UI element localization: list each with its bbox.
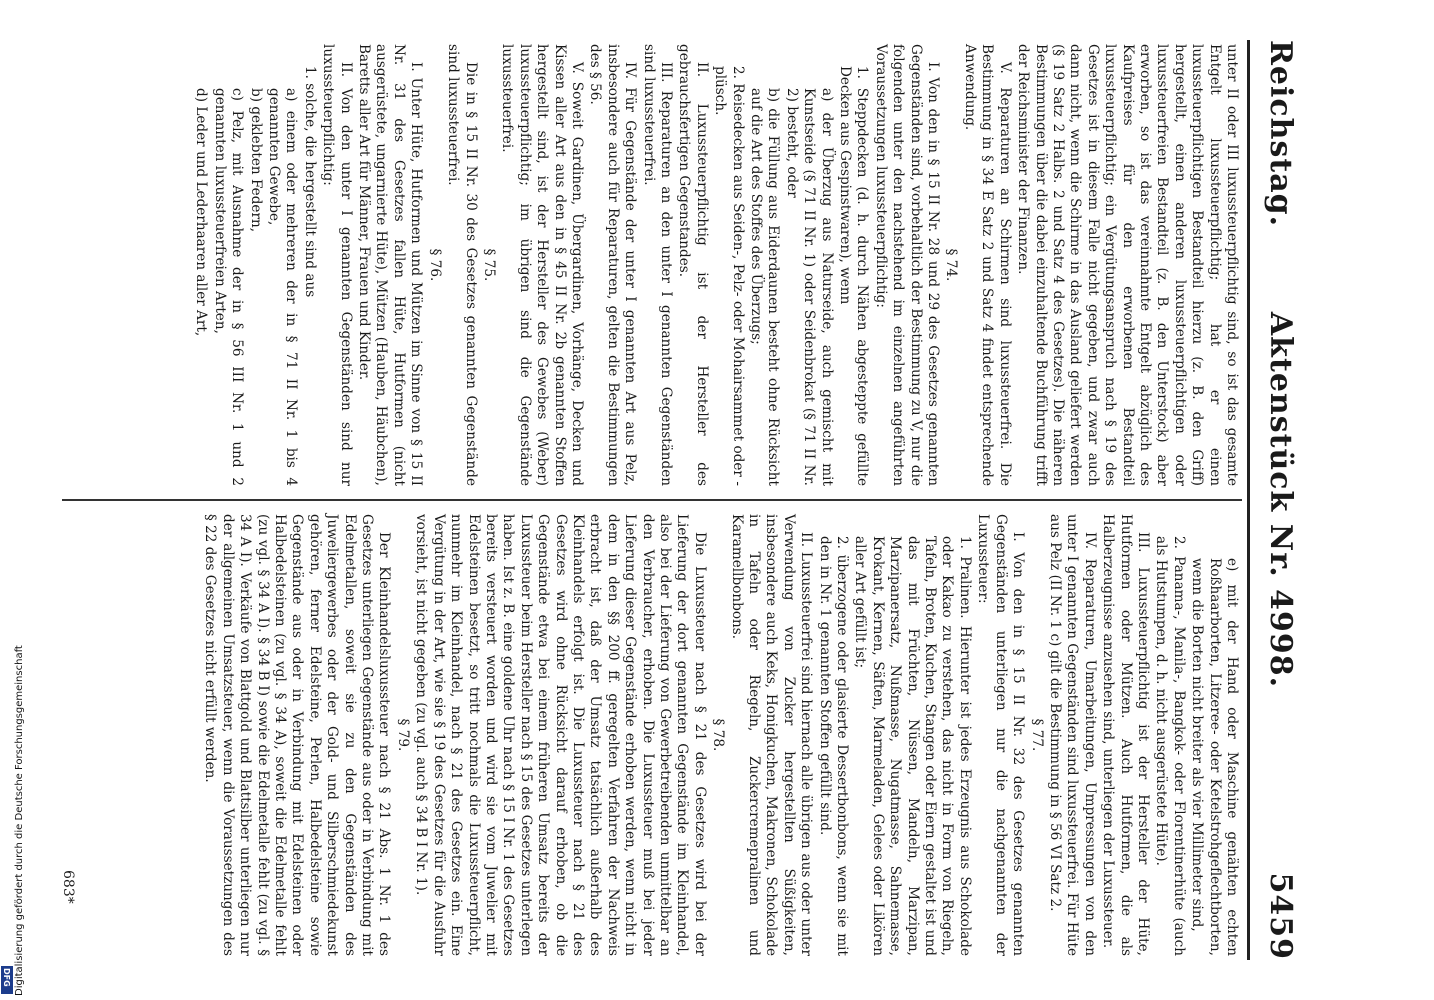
section-heading: § 78. (710, 718, 727, 752)
paragraph: d) Leder und Lederhaaren aller Art, (193, 88, 210, 337)
paragraph: 1. solche, die hergestellt sind aus (301, 66, 318, 298)
paragraph: 1. Steppdecken (d. h. durch Nähen abgesteppte gefüllte Decken aus Gespinstwaren), wenn (837, 66, 871, 486)
paragraph: I. Von den in § 15 II Nr. 28 und 29 des Gesetzes genannten Gegenständen sind, vorbehaltlich der Bestimmung zu V, nur die folgenden unter den nachstehend im einzelnen angeführten Voraussetzungen luxussteuerpflichtig: (872, 44, 942, 486)
dfg-logo (1, 966, 13, 994)
paragraph: II. Luxussteuerpflichtig ist der Hersteller des gebrauchsfertigen Gegenstandes. (676, 44, 710, 486)
paragraph: IV. Für Gegenstände der unter I genannten Art aus Pelz, insbesondere auch für Reparaturen, gelten die Bestimmungen des § 56. (587, 44, 639, 486)
paragraph: b) geklebten Federn, (247, 88, 264, 233)
paragraph: a) der Überzug aus Naturseide, auch gemischt mit Kunstseide (§ 71 II Nr. 1) oder Seidenbrokat (§ 71 II Nr. 2) besteht, oder (783, 88, 835, 486)
section-heading: § 77. (1028, 718, 1045, 752)
paragraph: 2. Reisedecken aus Seiden-, Pelz- oder Mohairsammet oder -plüsch. (712, 66, 746, 486)
paragraph: I. Unter Hüte, Hutformen und Mützen im Sinne von § 15 II Nr. 31 des Gesetzes fallen Hüte, Hutformen (nicht ausgerüstete, ungarnierte Hüte), Mützen (Hauben, Häubchen), Baretts aller Art für Männer, Frauen und Kinder. (356, 44, 425, 486)
left-column (191, 44, 1240, 486)
paragraph: Die Luxussteuer nach § 21 des Gesetzes wird bei der Lieferung der dort genannten Gegenstände im Kleinhandel, also bei der Lieferung von Gewerbetreibenden unmittelbar an den Verbraucher, erhoben. Die Luxussteuer muß bei jeder Lieferung dieser Gegenstände erhoben werden, wenn nicht in dem in den §§ 200 ff. geregelten Verfahren der Nachweis erbracht ist, daß der Umsatz tatsächlich außerhalb des Kleinhandels erfolgt ist. Die Luxussteuer nach § 21 des Gesetzes wird ohne Rücksicht darauf erhoben, ob die Gegenstände etwa bei einem früheren Umsatz bereits der Luxussteuer beim Hersteller nach § 15 des Gesetzes unterlegen haben. Ist z. B. eine goldene Uhr nach § 15 I Nr. 1 des Gesetzes bereits versteuert worden und wird sie vom Juwelier mit Edelsteinen besetzt, so tritt nochmals die Luxussteuerpflicht, nunmehr im Kleinhandel, nach § 21 des Gesetzes ein. Eine Vergütung in der Art, wie sie § 19 des Gesetzes für die Ausfuhr vorsieht, ist nicht gegeben (zu vgl. auch § 34 B I Nr. 1). (413, 514, 708, 956)
column-divider (62, 499, 1242, 501)
page-number: 5459 (1263, 872, 1298, 960)
paragraph: unter II oder III luxussteuerpflichtig sind, so ist das gesamte Entgelt luxussteuerpflichtig; hat er einen luxussteuerpflichtigen Bestandteil hierzu (z. B. den Griff) hergestellt, einen anderen luxussteuerpflichtigen oder luxussteuerfreien Bestandteil (z. B. den Unterstock) aber erworben, so ist das vereinnahmte Entgelt abzüglich des Kaufpreises für den erworbenen Bestandteil luxussteuerpflichtig; ein Vergütungsanspruch nach § 19 des Gesetzes ist in diesem Falle nicht gegeben, und zwar auch dann nicht, wenn die Schirme in das Ausland geliefert werden (§ 19 Satz 2 Halbs. 2 und Satz 4 des Gesetzes). Die näheren Bestimmungen über die dabei einzuhaltende Buchführung trifft der Reichsminister der Finanzen. (1015, 44, 1240, 486)
paragraph: Der Kleinhandelsluxussteuer nach § 21 Abs. 1 Nr. 1 des Gesetzes unterliegen Gegenstände aus oder in Verbindung mit Edelmetallen, soweit sie zu den Gegenständen des Juweliergewerbes oder der Gold- und Silberschmiedekunst gehören, ferner Edelsteine, Perlen, Halbedelsteine sowie Gegenstände aus oder in Verbindung mit Edelsteinen oder Halbedelsteinen (zu vgl. § 34 A), soweit die Edelmetalle fehlt (zu vgl. § 34 A I). § 34 B I) sowie die Edelmetalle fehlt (zu vgl. § 34 A I). Verkäufe von Blattgold und Blattsilber unterliegen nur der allgemeinen Umsatzsteuer, wenn die Voraussetzungen des § 22 des Gesetzes nicht erfüllt werden. (202, 514, 393, 956)
paragraph: 2. überzogene oder glasierte Dessertbonbons, wenn sie mit den in Nr. 1 genannten Stoffen gefüllt sind. (816, 536, 851, 956)
paragraph: 1. Pralinen. Hierunter ist jedes Erzeugnis aus Schokolade oder Kakao zu verstehen, das nicht in Form von Riegeln, Tafeln, Broten, Kuchen, Stangen oder Eiern gestaltet ist und das mit Früchten, Nüssen, Mandeln, Marzipan, Marzipanersatz, Nußmasse, Nugatmasse, Sahnemasse, Krokant, Kernen, Säften, Marmeladen, Gelees oder Likören aller Art gefüllt ist; (852, 536, 973, 956)
paragraph: II. Von den unter I genannten Gegenständen sind nur luxussteuerpflichtig: (320, 44, 354, 486)
section-heading: § 74. (943, 248, 960, 282)
paragraph: 2. Panama-, Manila-, Bangkok- oder Florentinerhüte (auch als Hutstumpen, d. h. nicht ausgerüstete Hüte). (1153, 536, 1187, 956)
paragraph: III. Reparaturen an den unter I genannten Gegenständen sind luxussteuerfrei. (640, 44, 674, 486)
section-heading: § 79. (394, 718, 411, 752)
dfg-logo-text: DFG (2, 968, 11, 987)
paragraph: II. Luxussteuerfrei sind hiernach alle übrigen aus oder unter Verwendung von Zucker hergestellten Süßigkeiten, insbesondere auch Keks, Honigkuchen, Makronen, Schokolade in Tafeln oder Riegeln, Zuckercremepralinen und Karamellbonbons. (728, 514, 815, 956)
paragraph: IV. Reparaturen, Umarbeitungen, Umpressungen von den unter I genannten Gegenständen sind luxussteuerfrei. Für Hüte aus Pelz (II Nr. 1 c) gilt die Bestimmung in § 56 VI Satz 2. (1046, 514, 1098, 956)
page-header (1250, 40, 1298, 960)
paragraph: a) einem oder mehreren der in § 71 II Nr. 1 bis 4 genannten Gewebe, (266, 88, 300, 486)
paragraph: c) Pelz, mit Ausnahme der in § 56 III Nr. 1 und 2 genannten luxussteuerfreien Arten, (211, 88, 246, 486)
digitization-credit: Digitalisierung gefördert durch die Deutsche Forschungsgemeinschaft (14, 645, 25, 996)
paragraph: Die in § 15 II Nr. 30 des Gesetzes genannten Gegenstände sind luxussteuerfrei. (445, 44, 479, 486)
header-rule (1247, 40, 1250, 960)
right-column (200, 514, 1240, 956)
paragraph: V. Soweit Gardinen, Übergardinen, Vorhänge, Decken und Kissen aller Art aus den in § 45 II Nr. 2b genannten Stoffen hergestellt sind, ist der Hersteller des Gewebes (Weber) luxussteuerpflichtig; im übrigen sind die Gegenstände luxussteuerfrei. (499, 44, 585, 486)
paragraph: e) mit der Hand oder Maschine genähten echten Roßhaarborten, Litzeree- oder Ketelstrohgeflechtborten, wenn die Borten nicht breiter als vier Millimeter sind, (1189, 558, 1240, 956)
paragraph: b) die Füllung aus Eiderdaunen besteht ohne Rücksicht auf die Art des Stoffes des Überzugs; (748, 88, 782, 486)
document-page (48, 0, 1338, 1000)
section-heading: § 76. (426, 248, 443, 282)
header-center: Aktenstück Nr. 4998. (1263, 311, 1298, 689)
paragraph: III. Luxussteuerpflichtig ist der Hersteller der Hüte, Hutformen oder Mützen. Auch Hutformen, die als Halberzeugnisse anzusehen sind, unterliegen der Luxussteuer. (1100, 514, 1151, 956)
footer-mark: 683* (60, 870, 76, 904)
paragraph: I. Von den in § 15 II Nr. 32 des Gesetzes genannten Gegenständen unterliegen nur die nachgenannten der Luxussteuer: (975, 514, 1027, 956)
header-left: Reichstag. (1263, 40, 1298, 228)
section-heading: § 75. (480, 248, 497, 282)
paragraph: V. Reparaturen an Schirmen sind luxussteuerfrei. Die Bestimmung in § 34 E Satz 2 und Satz 4 findet entsprechende Anwendung. (961, 44, 1013, 486)
